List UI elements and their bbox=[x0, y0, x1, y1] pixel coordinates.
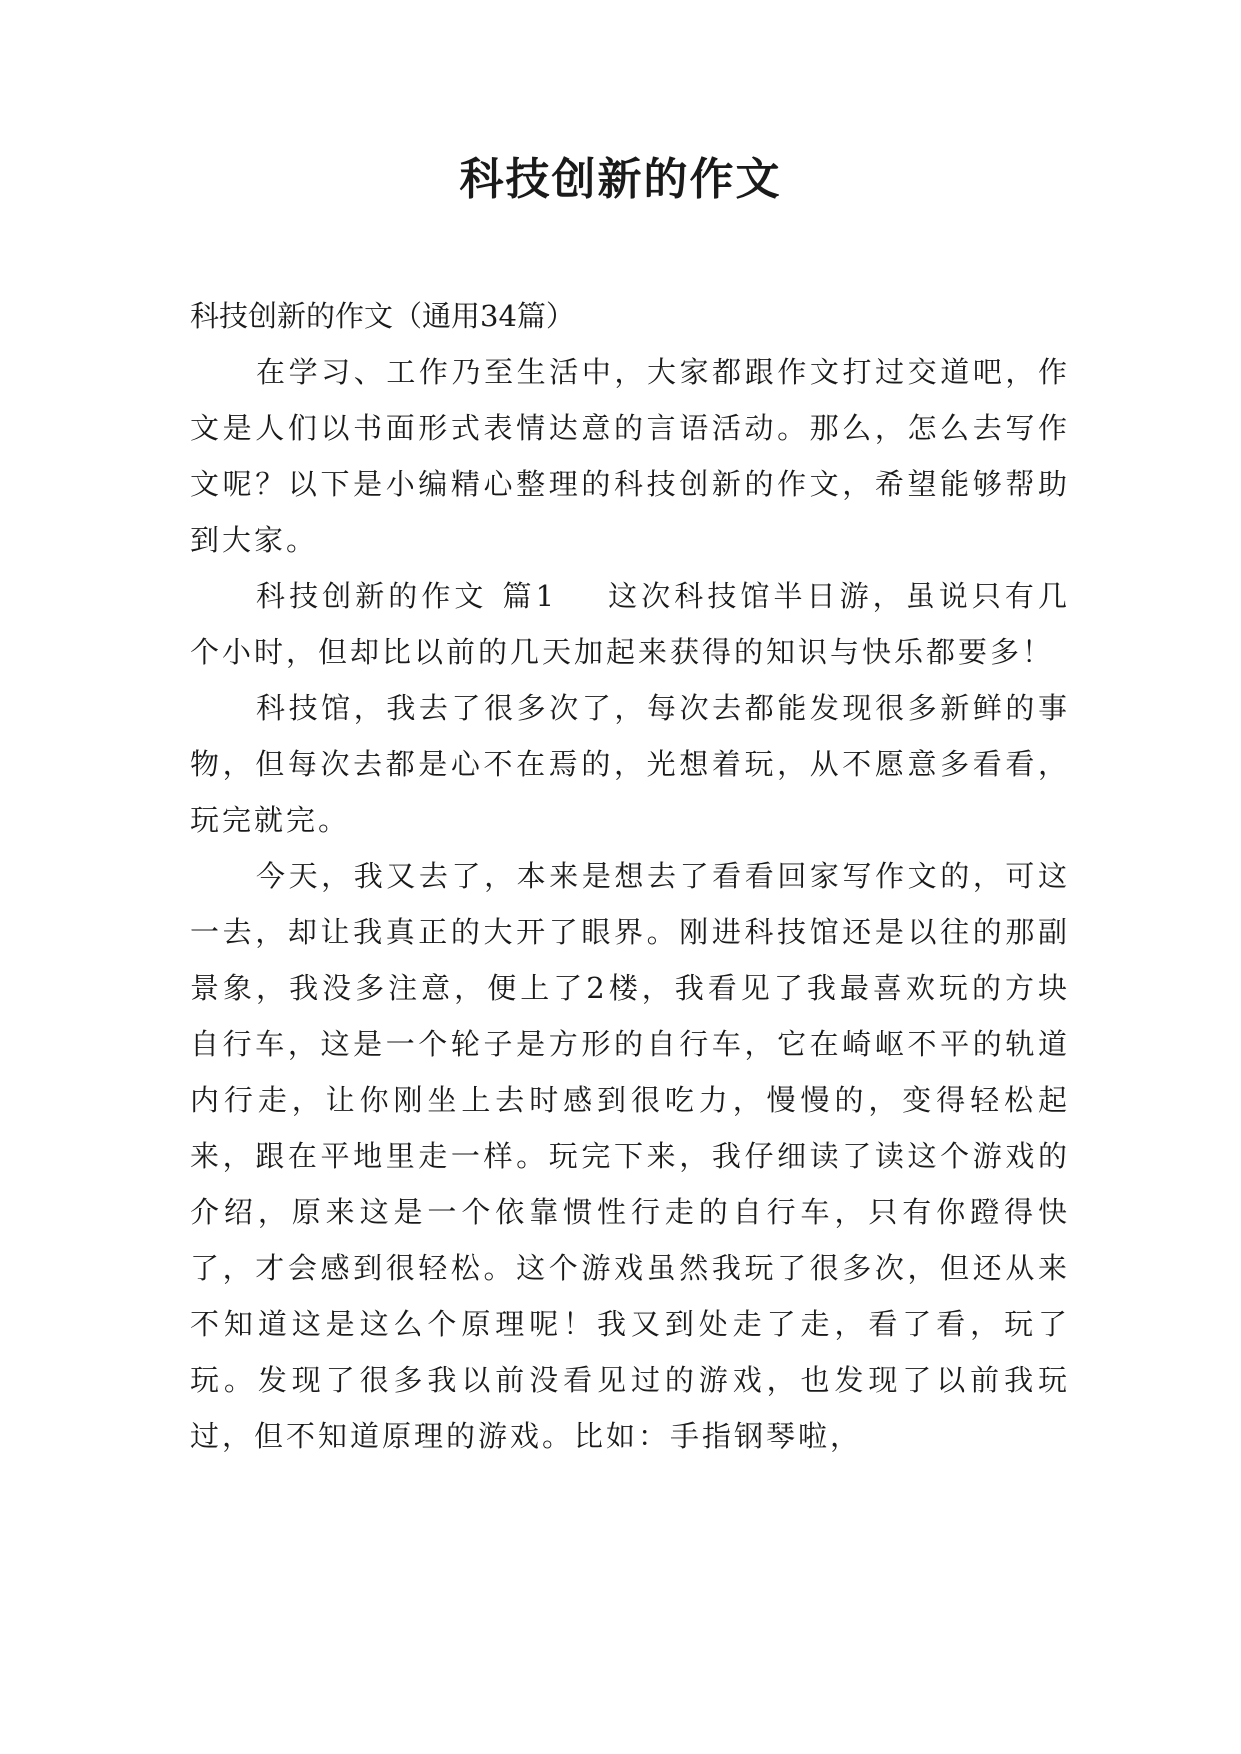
body-paragraph: 科技馆，我去了很多次了，每次去都能发现很多新鲜的事物，但每次去都是心不在焉的，光想着玩，从不愿意多看看，玩完就完。 bbox=[190, 691, 1070, 837]
document-subtitle: 科技创新的作文（通用34篇） bbox=[190, 299, 575, 333]
section-1-first-text: 这次科技馆半日游，虽说只有几个小时，但却比以前的几天加起来获得的知识与快乐都要多！ bbox=[190, 579, 1070, 669]
document-body bbox=[190, 288, 1070, 1464]
section-1-heading: 科技创新的作文 bbox=[256, 579, 488, 613]
document-title: 科技创新的作文 bbox=[459, 154, 782, 205]
intro-paragraph: 在学习、工作乃至生活中，大家都跟作文打过交道吧，作文是人们以书面形式表情达意的言语活动。那么，怎么去写作文呢？以下是小编精心整理的科技创新的作文，希望能够帮助到大家。 bbox=[190, 355, 1070, 557]
section-1-paragraph bbox=[190, 568, 1070, 680]
section-1-label: 篇1 bbox=[501, 579, 558, 613]
body-paragraph: 今天，我又去了，本来是想去了看看回家写作文的，可这一去，却让我真正的大开了眼界。刚进科技馆还是以往的那副景象，我没多注意，便上了2楼，我看见了我最喜欢玩的方块自行车，这是一个轮子是方形的自行车，它在崎岖不平的轨道内行走，让你刚坐上去时感到很吃力，慢慢的，变得轻松起来，跟在平地里走一样。玩完下来，我仔细读了读这个游戏的介绍，原来这是一个依靠惯性行走的自行车，只有你蹬得快了，才会感到很轻松。这个游戏虽然我玩了很多次，但还从来不知道这是这么个原理呢！我又到处走了走，看了看，玩了玩。发现了很多我以前没看见过的游戏，也发现了以前我玩过，但不知道原理的游戏。比如：手指钢琴啦， bbox=[190, 859, 1070, 1453]
